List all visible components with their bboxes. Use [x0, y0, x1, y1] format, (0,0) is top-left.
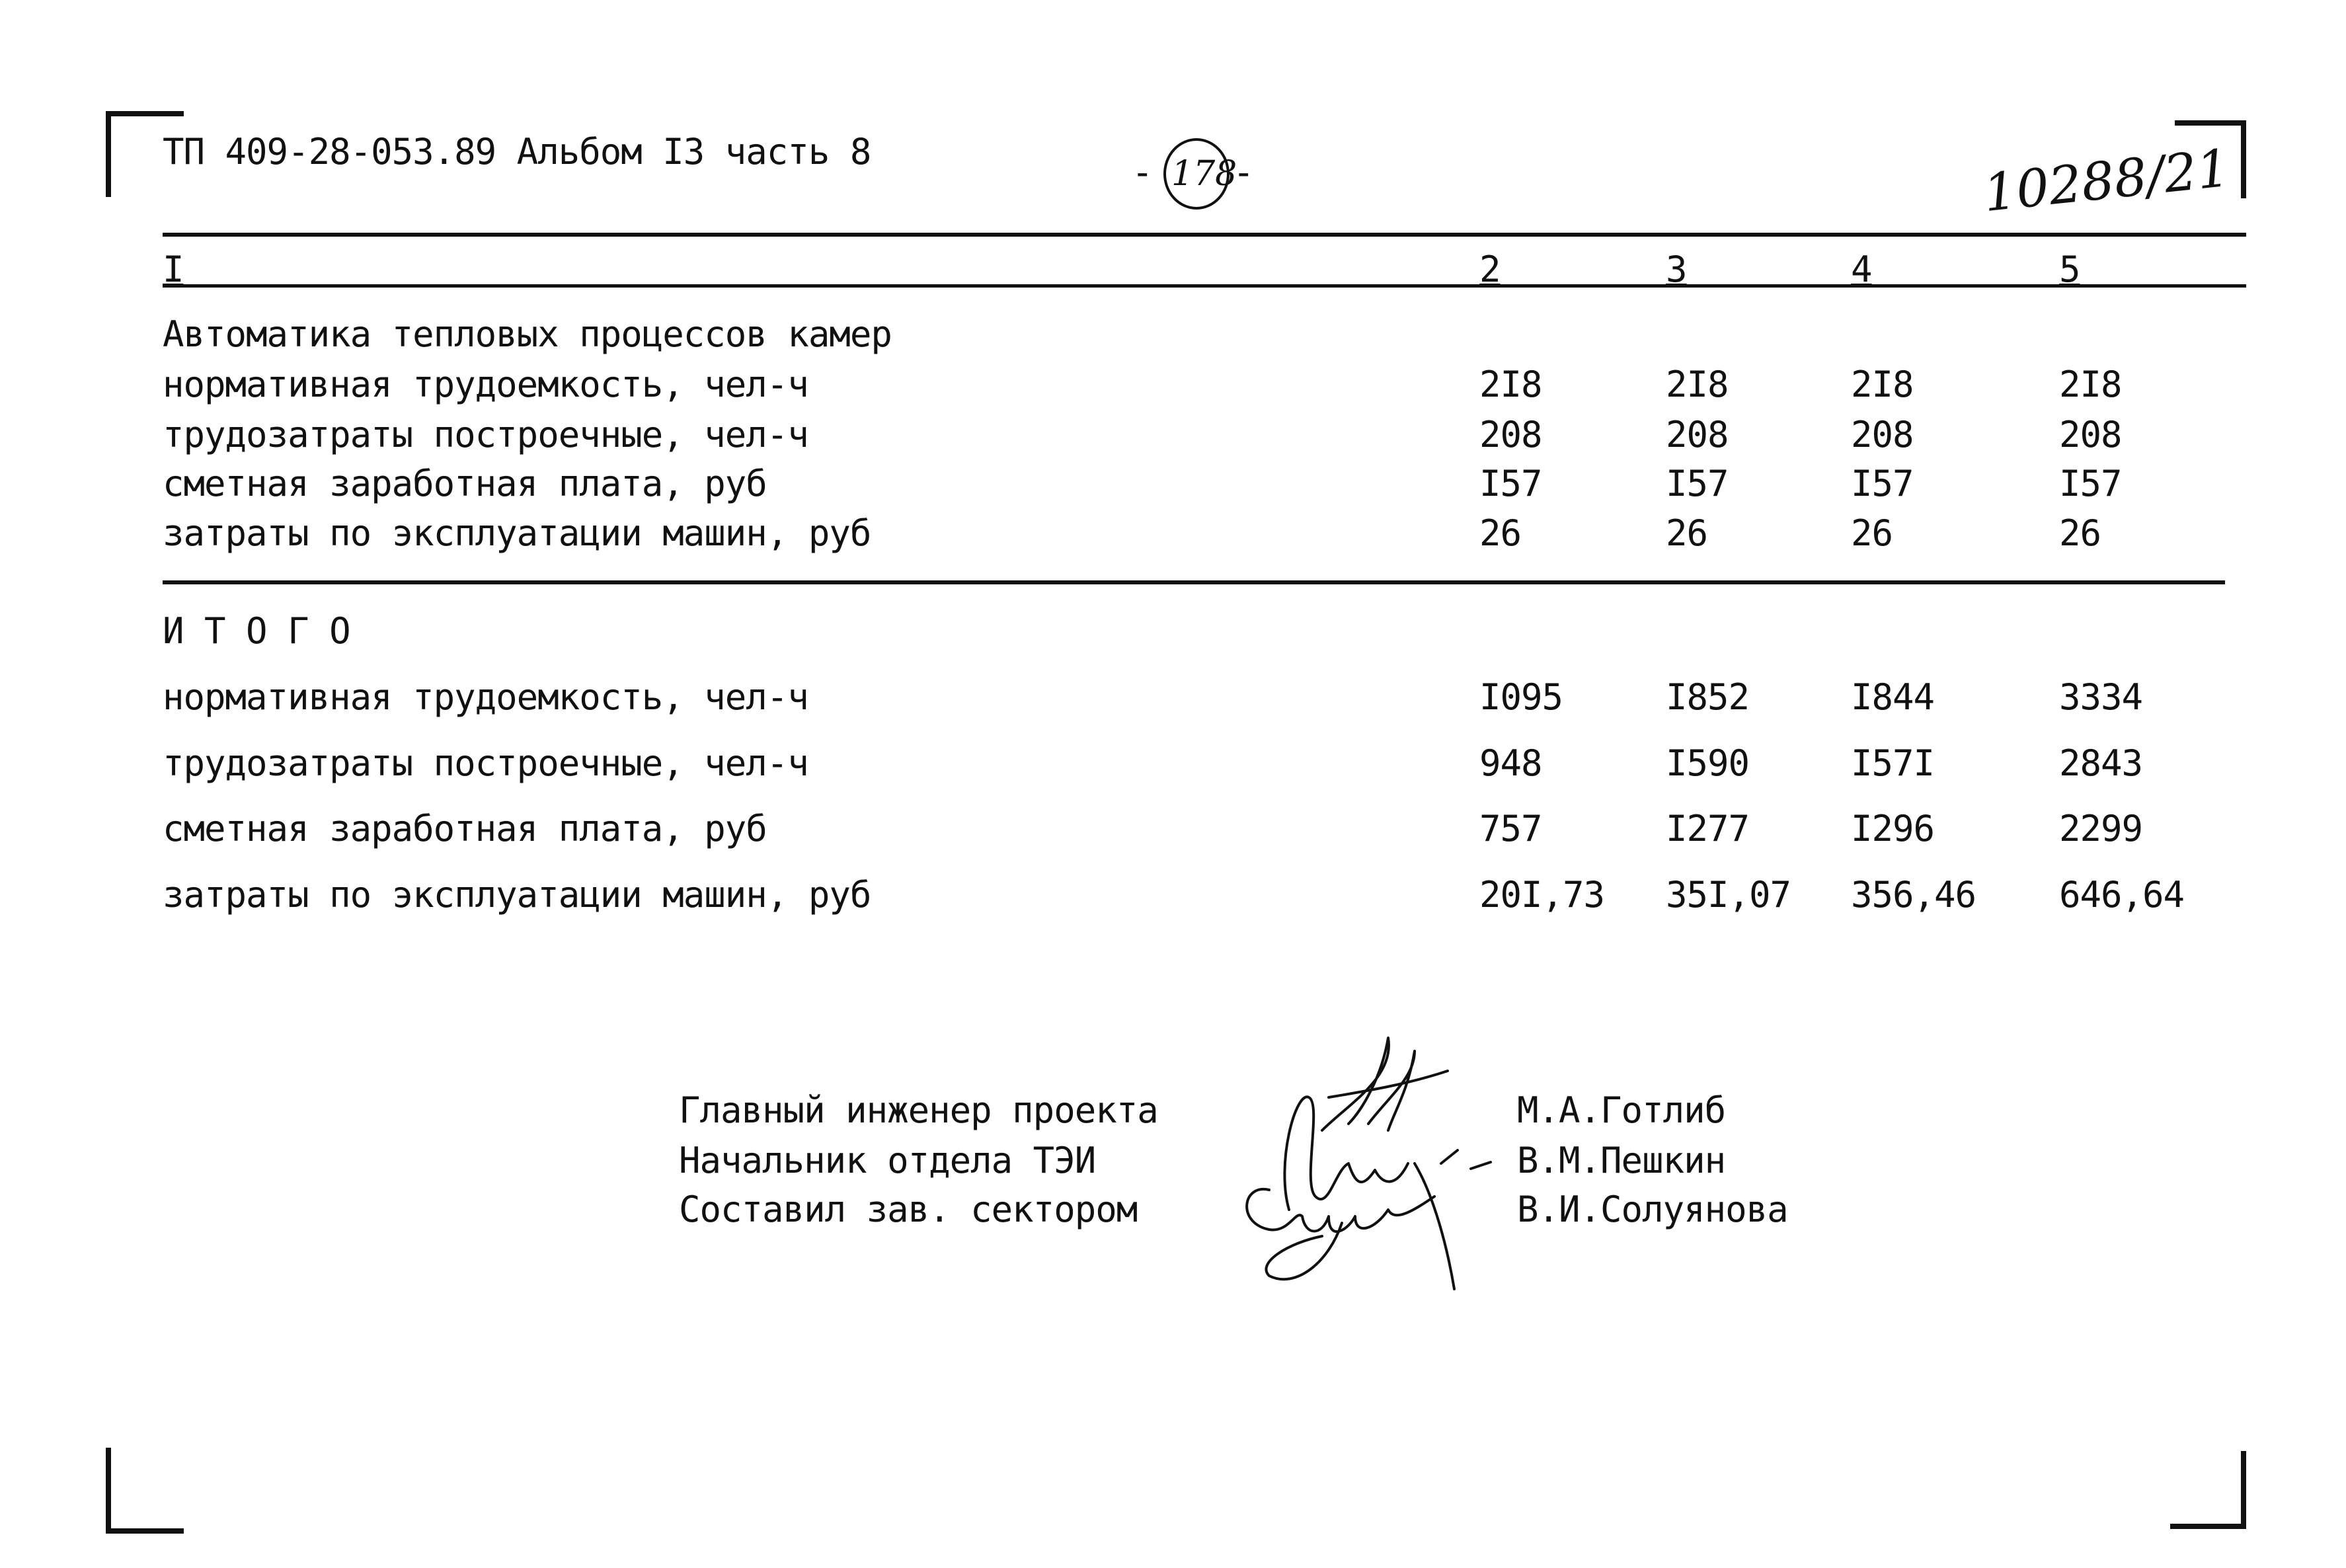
- cell-value: I57: [1666, 463, 1729, 504]
- cell-value: I277: [1666, 808, 1750, 849]
- cell-value: I095: [1479, 676, 1563, 718]
- page-number-prefix: -: [1132, 151, 1153, 193]
- signer-role: Главный инженер проекта: [679, 1089, 1158, 1131]
- page-number-suffix: -: [1233, 151, 1254, 193]
- page-number: 178: [1171, 154, 1237, 194]
- cell-value: 2I8: [1851, 364, 1914, 405]
- totals-title: И Т О Г О: [163, 610, 350, 652]
- corner-bracket-top-right-h: [2175, 120, 2246, 126]
- cell-value: 948: [1479, 742, 1542, 784]
- section-title: Автоматика тепловых процессов камер: [163, 313, 892, 355]
- cell-value: I296: [1851, 808, 1935, 849]
- cell-value: 2I8: [1479, 364, 1542, 405]
- row-label: затраты по эксплуатации машин, руб: [163, 874, 871, 916]
- corner-bracket-bottom-right-h: [2170, 1524, 2246, 1529]
- cell-value: 26: [2059, 512, 2101, 554]
- row-label: сметная заработная плата, руб: [163, 808, 767, 849]
- cell-value: 2843: [2059, 742, 2143, 784]
- row-label: нормативная трудоемкость, чел-ч: [163, 364, 808, 405]
- cell-value: I57: [2059, 463, 2122, 504]
- cell-value: I57: [1479, 463, 1542, 504]
- column-header-1: I: [163, 249, 184, 290]
- column-header-5: 5: [2059, 249, 2080, 290]
- column-header-4: 4: [1851, 249, 1872, 290]
- cell-value: 2I8: [1666, 364, 1729, 405]
- document-title: ТП 409-28-053.89 Альбом I3 часть 8: [163, 131, 871, 173]
- corner-bracket-bottom-left-h: [106, 1528, 184, 1534]
- cell-value: 26: [1851, 512, 1893, 554]
- signer-name: В.М.Пешкин: [1517, 1140, 1726, 1181]
- cell-value: 20I,73: [1479, 874, 1605, 916]
- cell-value: 646,64: [2059, 874, 2185, 916]
- handwritten-signatures: [1196, 998, 1501, 1302]
- cell-value: 208: [1851, 414, 1914, 455]
- cell-value: 26: [1666, 512, 1708, 554]
- cell-value: 208: [1479, 414, 1542, 455]
- cell-value: 2299: [2059, 808, 2143, 849]
- cell-value: 208: [2059, 414, 2122, 455]
- cell-value: I57: [1851, 463, 1914, 504]
- cell-value: I57I: [1851, 742, 1935, 784]
- column-header-3: 3: [1666, 249, 1687, 290]
- row-label: трудозатраты построечные, чел-ч: [163, 414, 808, 455]
- row-label: сметная заработная плата, руб: [163, 463, 767, 504]
- cell-value: I590: [1666, 742, 1750, 784]
- corner-bracket-top-left-h: [106, 111, 184, 116]
- cell-value: 3334: [2059, 676, 2143, 718]
- table-top-rule: [163, 233, 2246, 237]
- cell-value: 35I,07: [1666, 874, 1791, 916]
- cell-value: 757: [1479, 808, 1542, 849]
- corner-bracket-top-right: [2241, 120, 2246, 198]
- header-bottom-rule: [163, 284, 2246, 288]
- handwritten-code: 10288/21: [1980, 138, 2233, 224]
- cell-value: I844: [1851, 676, 1935, 718]
- corner-bracket-bottom-right: [2241, 1451, 2246, 1529]
- corner-bracket-bottom-left: [106, 1448, 111, 1534]
- page-number-block: [1124, 136, 1269, 215]
- cell-value: 26: [1479, 512, 1522, 554]
- cell-value: 208: [1666, 414, 1729, 455]
- row-label: трудозатраты построечные, чел-ч: [163, 742, 808, 784]
- signer-name: М.А.Готлиб: [1517, 1089, 1726, 1131]
- row-label: затраты по эксплуатации машин, руб: [163, 512, 871, 554]
- signer-role: Составил зав. сектором: [679, 1189, 1138, 1230]
- corner-bracket-top-left: [106, 111, 111, 197]
- signer-name: В.И.Солуянова: [1517, 1189, 1788, 1230]
- cell-value: I852: [1666, 676, 1750, 718]
- cell-value: 356,46: [1851, 874, 1976, 916]
- column-header-2: 2: [1479, 249, 1501, 290]
- section-divider-rule: [163, 580, 2225, 584]
- cell-value: 2I8: [2059, 364, 2122, 405]
- signer-role: Начальник отдела ТЭИ: [679, 1140, 1096, 1181]
- row-label: нормативная трудоемкость, чел-ч: [163, 676, 808, 718]
